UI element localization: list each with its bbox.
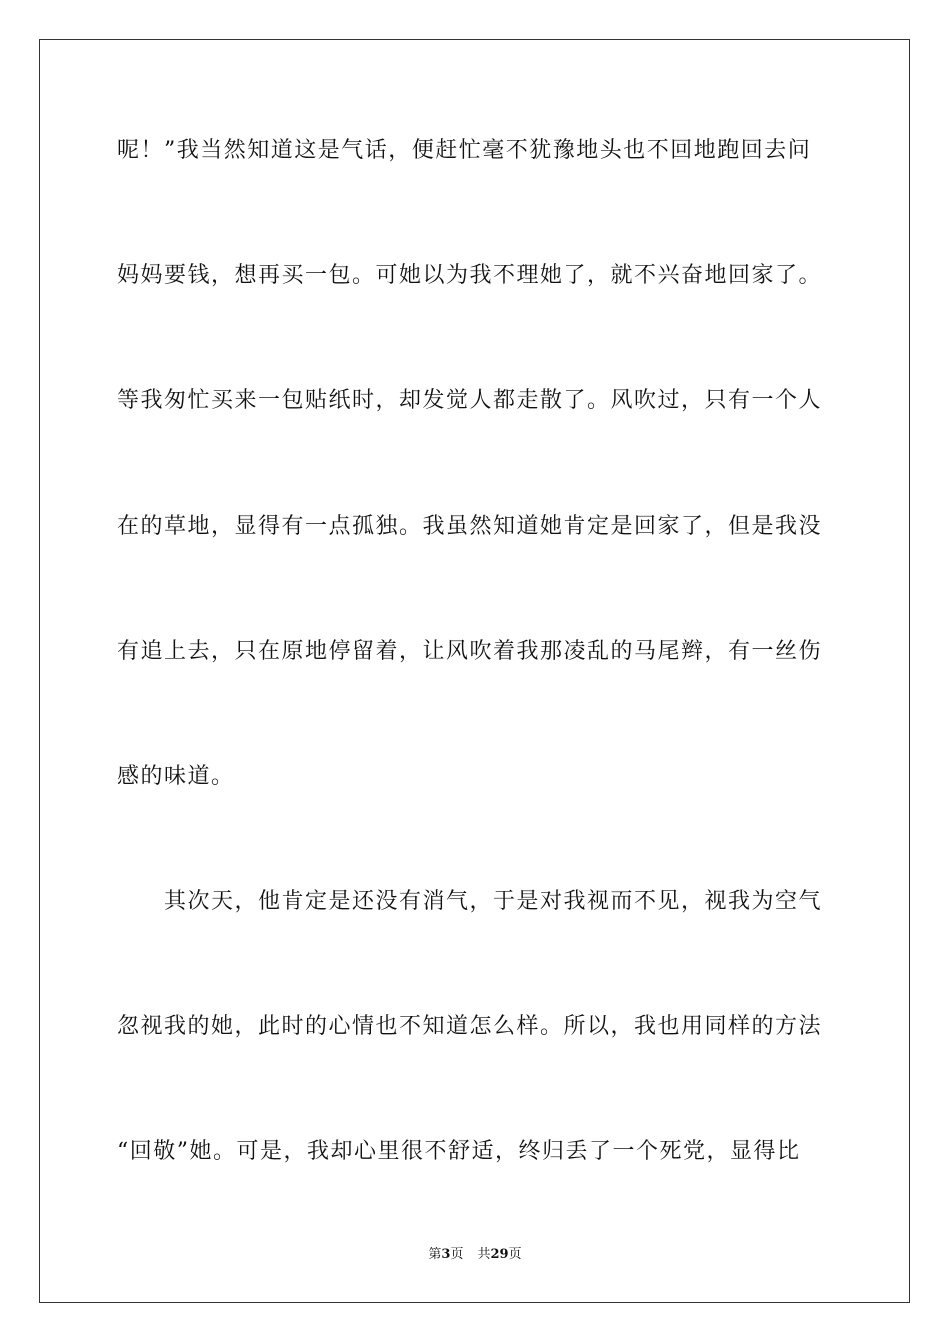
total-pages: 29 <box>490 1247 509 1262</box>
page-prefix: 第 <box>428 1247 442 1262</box>
text-line-5: 有追上去，只在原地停留着，让风吹着我那凌乱的马尾辫，有一丝伤 <box>117 639 823 664</box>
page-footer <box>0 1246 950 1264</box>
text-line-2: 妈妈要钱，想再买一包。可她以为我不理她了，就不兴奋地回家了。 <box>117 263 823 288</box>
total-prefix: 共 <box>477 1247 491 1262</box>
page-border <box>39 39 910 1303</box>
text-line-4: 在的草地，显得有一点孤独。我虽然知道她肯定是回家了，但是我没 <box>117 514 823 539</box>
text-line-7: 其次天，他肯定是还没有消气，于是对我视而不见，视我为空气 <box>117 889 823 914</box>
total-suffix: 页 <box>508 1247 522 1262</box>
page-number: 3 <box>441 1247 451 1262</box>
page-suffix: 页 <box>450 1247 464 1262</box>
text-line-3: 等我匆忙买来一包贴纸时，却发觉人都走散了。风吹过，只有一个人 <box>117 388 823 413</box>
text-line-6: 感的味道。 <box>117 764 235 789</box>
text-line-8: 忽视我的她，此时的心情也不知道怎么样。所以，我也用同样的方法 <box>117 1014 823 1039</box>
text-line-1: 呢！”我当然知道这是气话，便赶忙毫不犹豫地头也不回地跑回去问 <box>117 138 812 163</box>
text-line-9: “回敬”她。可是，我却心里很不舒适，终归丢了一个死党，显得比 <box>117 1139 801 1164</box>
